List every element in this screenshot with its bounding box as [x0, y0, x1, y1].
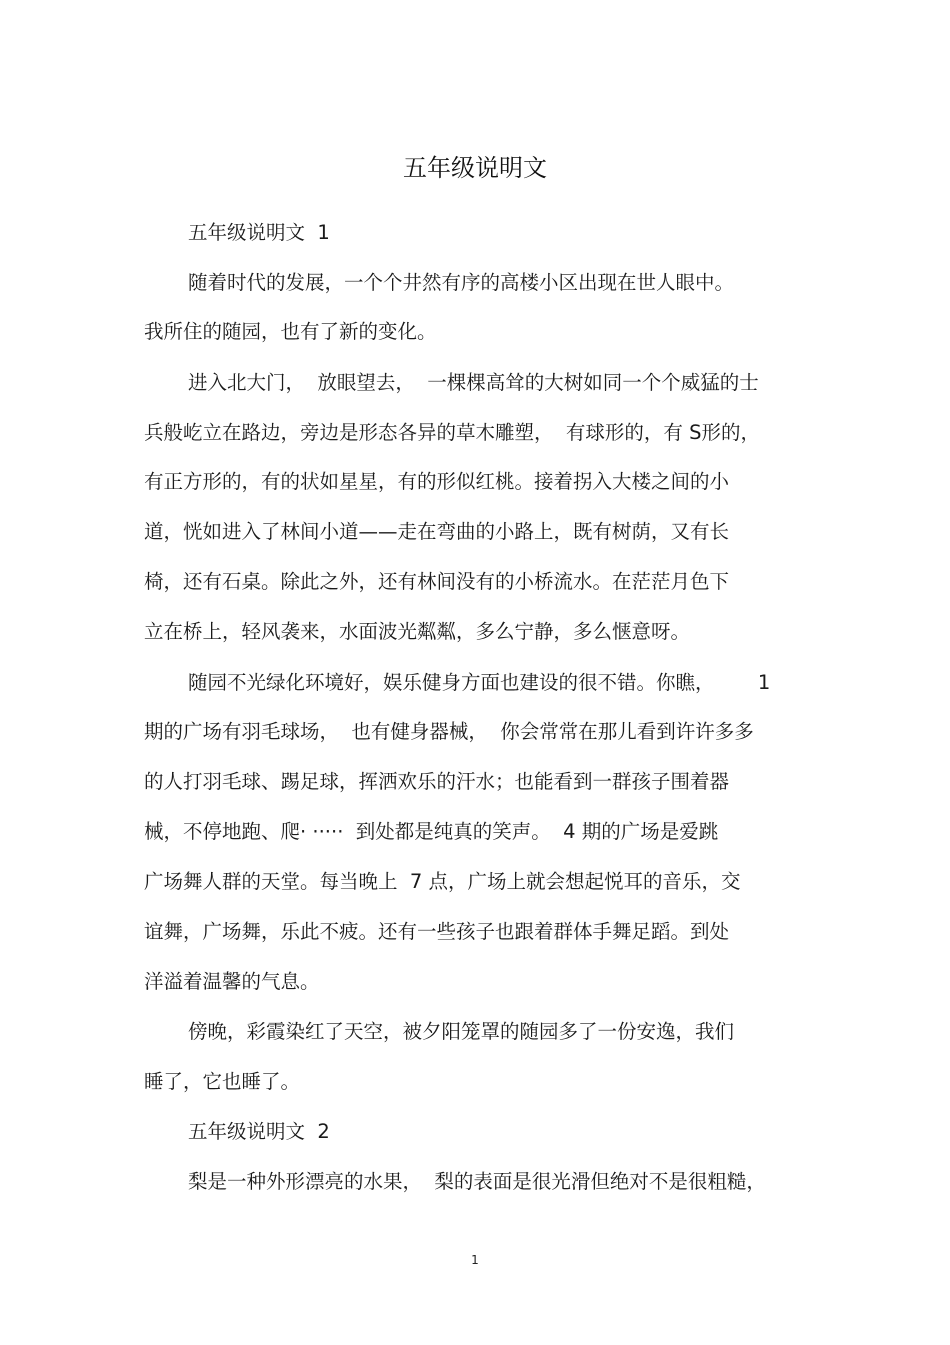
- paragraph-line: 立在桥上，轻风袭来，水面波光粼粼，多么宁静，多么惬意呀。: [144, 620, 691, 643]
- paragraph-line: 洋溢着温馨的气息。: [144, 970, 320, 993]
- paragraph-line: 傍晚，彩霞染红了天空，被夕阳笼罩的随园多了一份安逸，我们: [188, 1020, 735, 1043]
- paragraph-line: 梨是一种外形漂亮的水果， 梨的表面是很光滑但绝对不是很粗糙，: [188, 1170, 766, 1193]
- paragraph-line: 期的广场有羽毛球场， 也有健身器械， 你会常常在那儿看到许许多多: [144, 720, 754, 743]
- paragraph-line: 广场舞人群的天堂。每当晚上 7 点，广场上就会想起悦耳的音乐，交: [144, 870, 741, 893]
- section-heading-1: 五年级说明文 1: [188, 221, 330, 244]
- paragraph-line: 兵般屹立在路边，旁边是形态各异的草木雕塑， 有球形的，有 S形的，: [144, 421, 760, 444]
- paragraph-line: 进入北大门， 放眼望去， 一棵棵高耸的大树如同一个个威猛的士: [188, 371, 759, 394]
- paragraph-line: 睡了，它也睡了。: [144, 1070, 301, 1093]
- paragraph-line: 椅，还有石桌。除此之外，还有林间没有的小桥流水。在茫茫月色下: [144, 570, 730, 593]
- paragraph-line: 随园不光绿化环境好，娱乐健身方面也建设的很不错。你瞧， 1: [188, 671, 771, 694]
- page-number: 1: [471, 1253, 479, 1267]
- paragraph-line: 械，不停地跑、爬· ····· 到处都是纯真的笑声。 4 期的广场是爱跳: [144, 820, 719, 843]
- paragraph-line: 随着时代的发展，一个个井然有序的高楼小区出现在世人眼中。: [188, 271, 735, 294]
- paragraph-line: 我所住的随园，也有了新的变化。: [144, 320, 437, 343]
- paragraph-line: 道，恍如进入了林间小道——走在弯曲的小路上，既有树荫，又有长: [144, 520, 730, 543]
- document-title: 五年级说明文: [403, 154, 547, 182]
- paragraph-line: 谊舞，广场舞，乐此不疲。还有一些孩子也跟着群体手舞足蹈。到处: [144, 920, 730, 943]
- section-heading-2: 五年级说明文 2: [188, 1120, 330, 1143]
- paragraph-line: 有正方形的，有的状如星星，有的形似红桃。接着拐入大楼之间的小: [144, 470, 730, 493]
- paragraph-line: 的人打羽毛球、踢足球，挥洒欢乐的汗水；也能看到一群孩子围着器: [144, 770, 730, 793]
